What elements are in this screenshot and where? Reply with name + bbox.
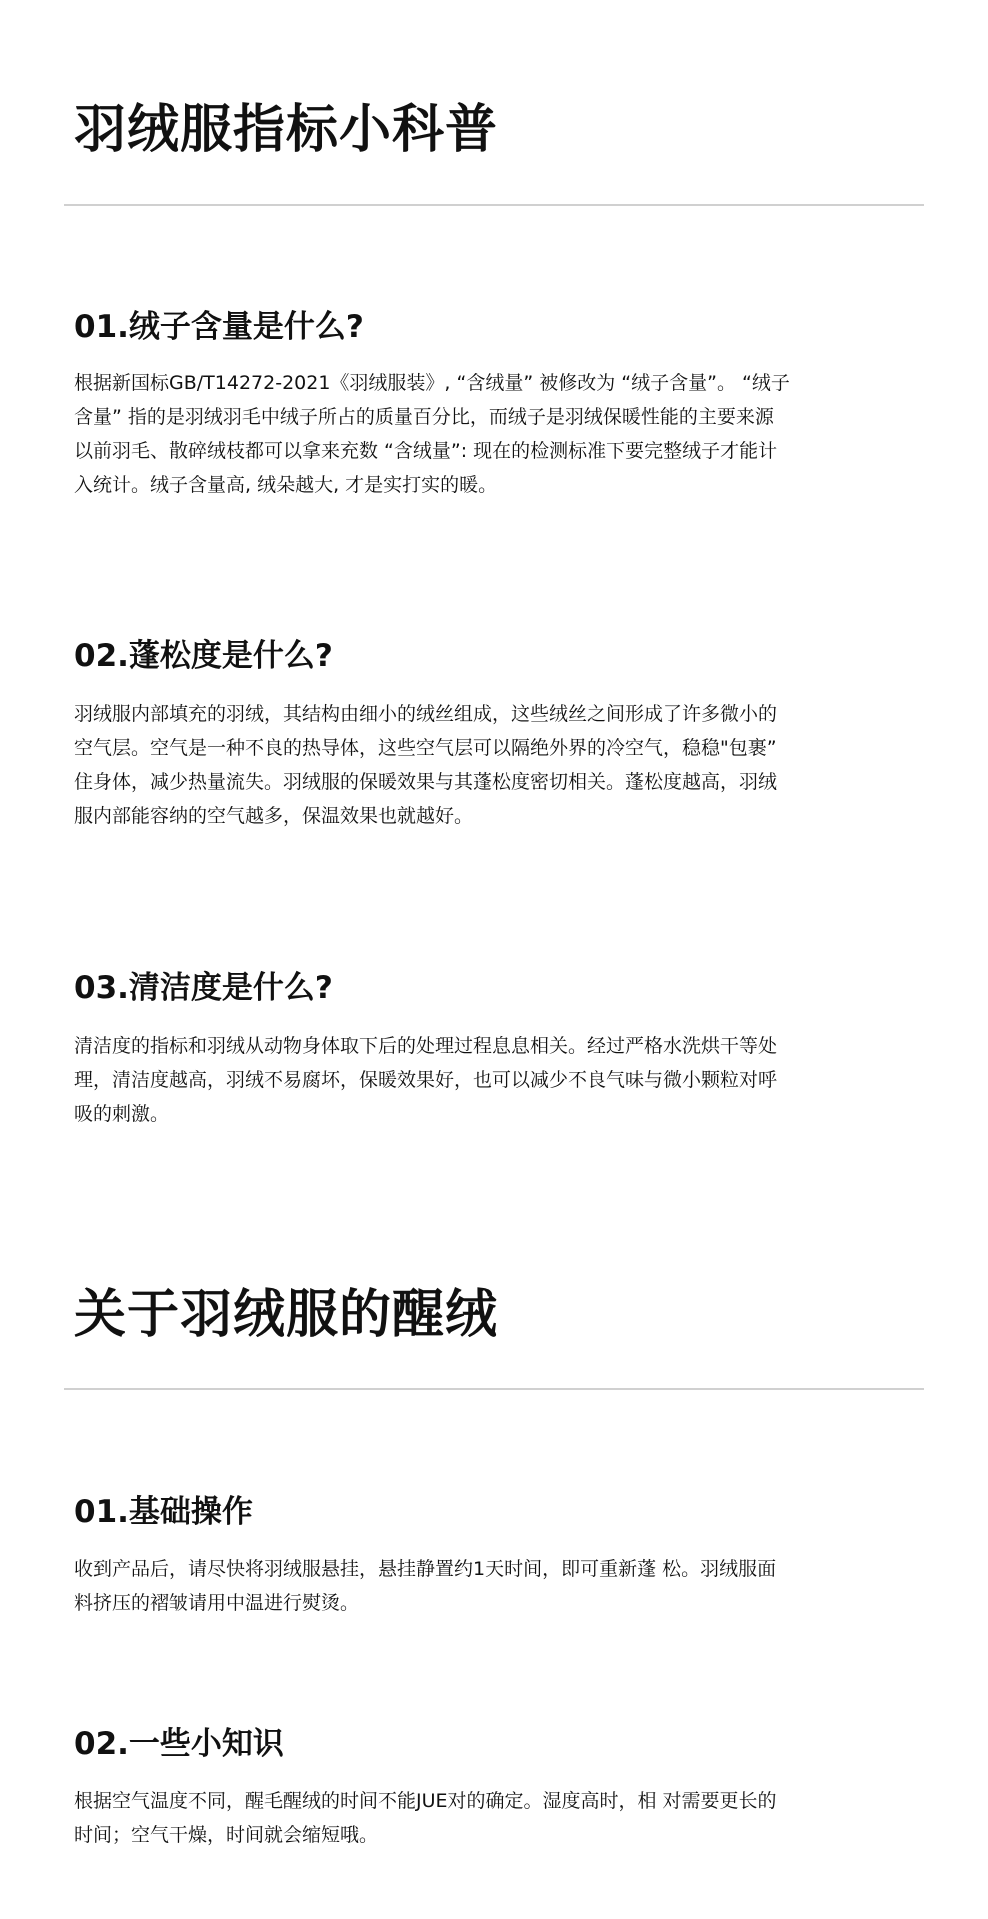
paragraph-down-content <box>74 366 894 502</box>
heading-cleanliness: 03.清洁度是什么? <box>74 970 333 1006</box>
text-line: 时间；空气干燥，时间就会缩短哦。 <box>74 1824 379 1846</box>
text-line: 清洁度的指标和羽绒从动物身体取下后的处理过程息息相关。经过严格水洗烘干等处 <box>74 1035 778 1057</box>
paragraph-fill-power <box>74 697 894 833</box>
text-line: 根据空气温度不同，醒毛醒绒的时间不能JUE对的确定。湿度高时，相 对需要更长的 <box>74 1790 777 1812</box>
text-line: 根据新国标GB/T14272-2021《羽绒服装》, “含绒量” 被修改为 “绒子含量”。 “绒子 <box>74 372 790 394</box>
text-line: 料挤压的褶皱请用中温进行熨烫。 <box>74 1592 360 1614</box>
section-title-fluffing: 关于羽绒服的醒绒 <box>74 1285 499 1345</box>
section-divider <box>64 1388 924 1390</box>
text-line: 服内部能容纳的空气越多，保温效果也就越好。 <box>74 805 474 827</box>
text-line: 空气层。空气是一种不良的热导体，这些空气层可以隔绝外界的冷空气，稳稳"包裹” <box>74 737 777 759</box>
text-line: 吸的刺激。 <box>74 1103 170 1125</box>
text-line: 含量” 指的是羽绒羽毛中绒子所占的质量百分比，而绒子是羽绒保暖性能的主要来源 <box>74 406 774 428</box>
section-title-indicators: 羽绒服指标小科普 <box>74 100 499 160</box>
text-line: 入统计。绒子含量高, 绒朵越大, 才是实打实的暖。 <box>74 474 498 496</box>
heading-tips: 02.一些小知识 <box>74 1726 284 1762</box>
text-line: 理，清洁度越高，羽绒不易腐坏，保暖效果好，也可以减少不良气味与微小颗粒对呼 <box>74 1069 778 1091</box>
heading-basic-operation: 01.基础操作 <box>74 1494 253 1530</box>
heading-down-content: 01.绒子含量是什么? <box>74 309 364 345</box>
paragraph-basic-operation <box>74 1552 894 1620</box>
heading-fill-power: 02.蓬松度是什么? <box>74 638 333 674</box>
text-line: 羽绒服内部填充的羽绒，其结构由细小的绒丝组成，这些绒丝之间形成了许多微小的 <box>74 703 778 725</box>
text-line: 住身体，减少热量流失。羽绒服的保暖效果与其蓬松度密切相关。蓬松度越高，羽绒 <box>74 771 778 793</box>
text-line: 收到产品后，请尽快将羽绒服悬挂，悬挂静置约1天时间，即可重新蓬 松。羽绒服面 <box>74 1558 777 1580</box>
text-line: 以前羽毛、散碎绒枝都可以拿来充数 “含绒量”: 现在的检测标准下要完整绒子才能计 <box>74 440 778 462</box>
paragraph-cleanliness <box>74 1029 894 1131</box>
paragraph-tips <box>74 1784 894 1852</box>
section-divider <box>64 204 924 206</box>
